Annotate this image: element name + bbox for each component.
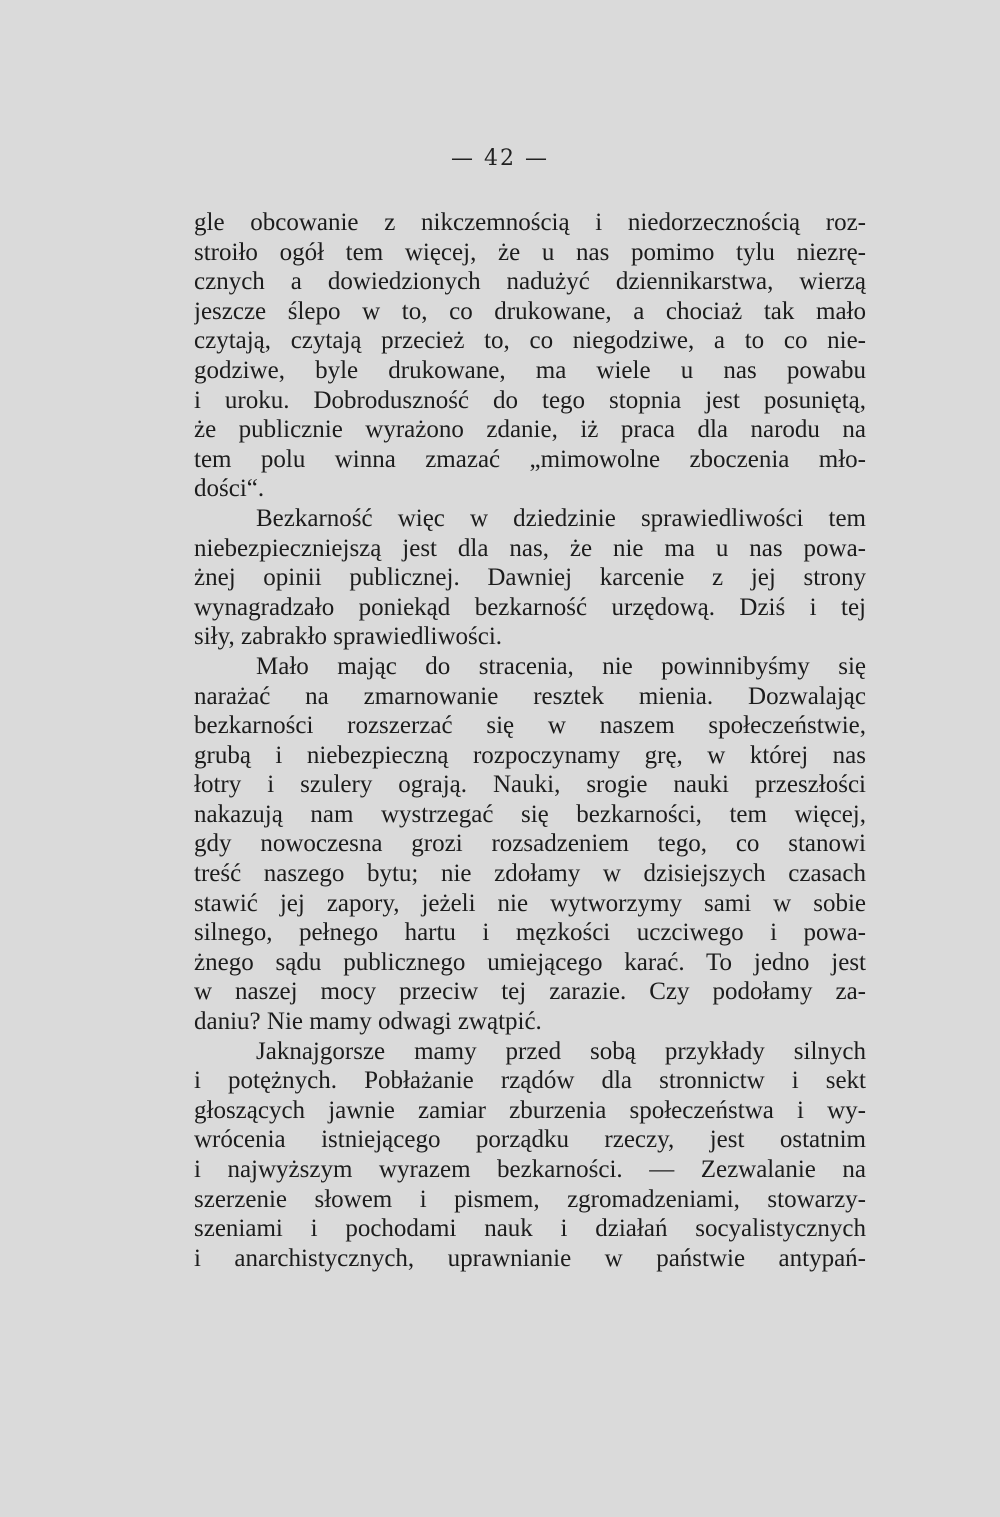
text-line: wynagradzało poniekąd bezkarność urzędową. Dziś i tej [194, 593, 866, 621]
text-line: żnego sądu publicznego umiejącego karać. To jedno jest [194, 948, 866, 976]
text-line: cznych a dowiedzionych nadużyć dziennikarstwa, wierzą [194, 268, 866, 296]
text-line: czytają, czytają przecież to, co niegodziwe, a to co nie- [194, 327, 866, 355]
text-line: godziwe, byle drukowane, ma wiele u nas powabu [194, 356, 866, 384]
text-line: w naszej mocy przeciw tej zarazie. Czy podołamy za- [194, 978, 866, 1006]
text-line: że publicznie wyrażono zdanie, iż praca dla narodu na [194, 416, 866, 444]
text-line: gdy nowoczesna grozi rozsadzeniem tego, co stanowi [194, 830, 866, 858]
page-number: — 42 — [451, 146, 549, 171]
text-line: i anarchistycznych, uprawnianie w państwie antypań- [194, 1244, 866, 1272]
text-line: siły, zabrakło sprawiedliwości. [194, 623, 503, 651]
text-line: i uroku. Dobroduszność do tego stopnia jest posuniętą, [194, 386, 866, 414]
text-line: Bezkarność więc w dziedzinie sprawiedliwości tem [256, 504, 866, 532]
text-line: głoszących jawnie zamiar zburzenia społeczeństwa i wy- [194, 1096, 866, 1124]
text-line: Mało mając do stracenia, nie powinnibyśmy się [256, 652, 866, 680]
text-line: Jaknajgorsze mamy przed sobą przykłady silnych [256, 1037, 866, 1065]
text-line: jeszcze ślepo w to, co drukowane, a chociaż tak mało [194, 297, 866, 325]
text-line: żnej opinii publicznej. Dawniej karcenie z jej strony [194, 564, 866, 592]
text-line: stawić jej zapory, jeżeli nie wytworzymy sami w sobie [194, 889, 866, 917]
text-line: wrócenia istniejącego porządku rzeczy, jest ostatnim [194, 1126, 866, 1154]
text-line: grubą i niebezpieczną rozpoczynamy grę, w której nas [194, 741, 866, 769]
text-line: narażać na zmarnowanie resztek mienia. Dozwalając [194, 682, 866, 710]
text-line: tem polu winna zmazać „mimowolne zboczenia mło- [194, 445, 866, 473]
text-line: i najwyższym wyrazem bezkarności. — Zezwalanie na [194, 1156, 866, 1183]
text-line: daniu? Nie mamy odwagi zwątpić. [194, 1008, 542, 1036]
body-text [194, 208, 866, 1273]
text-line: łotry i szulery ograją. Nauki, srogie nauki przeszłości [194, 771, 866, 799]
text-line: szeniami i pochodami nauk i działań socyalistycznych [194, 1215, 866, 1243]
text-line: treść naszego bytu; nie zdołamy w dzisiejszych czasach [194, 860, 866, 888]
text-line: stroiło ogół tem więcej, że u nas pomimo tylu niezrę- [194, 238, 866, 266]
text-line: nakazują nam wystrzegać się bezkarności, tem więcej, [194, 800, 866, 828]
text-line: dości“. [194, 475, 265, 503]
text-line: bezkarności rozszerzać się w naszem społeczeństwie, [194, 712, 866, 740]
text-line: silnego, pełnego hartu i męzkości uczciwego i powa- [194, 919, 866, 947]
text-line: szerzenie słowem i pismem, zgromadzeniami, stowarzy- [194, 1185, 866, 1213]
text-line: i potężnych. Pobłażanie rządów dla stronnictw i sekt [194, 1067, 866, 1095]
text-line: niebezpieczniejszą jest dla nas, że nie ma u nas powa- [194, 534, 866, 562]
text-line: gle obcowanie z nikczemnością i niedorzecznością roz- [194, 209, 866, 236]
